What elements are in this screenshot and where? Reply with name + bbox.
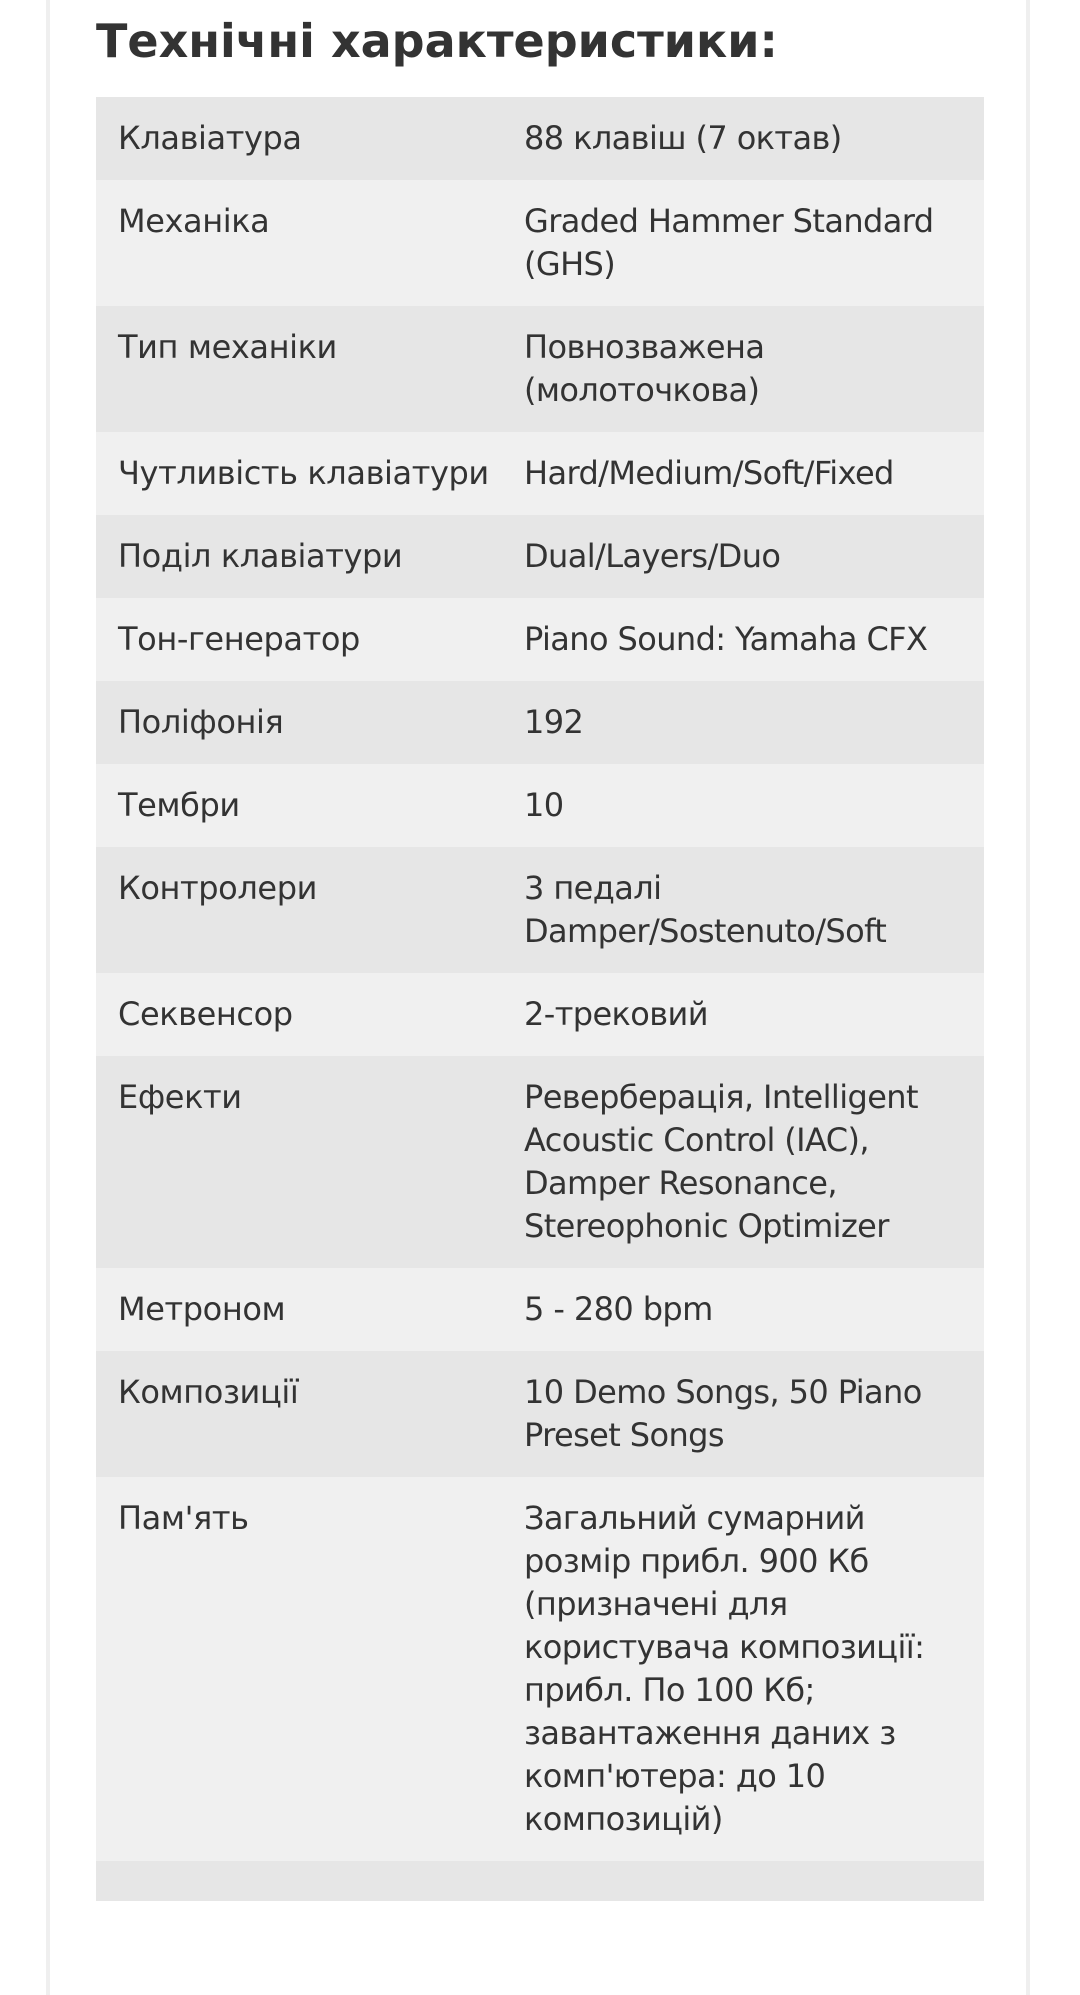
- spec-name: Механіка: [96, 180, 524, 306]
- spec-row-songs: [96, 1351, 984, 1477]
- spec-name: Клавіатура: [96, 97, 524, 180]
- spec-row-next-partial: [96, 1861, 984, 1901]
- spec-name: Композиції: [96, 1351, 524, 1477]
- spec-name: Тон-генератор: [96, 598, 524, 681]
- spec-row-action: [96, 180, 984, 306]
- spec-name: Пам'ять: [96, 1477, 524, 1861]
- spec-name: Тембри: [96, 764, 524, 847]
- spec-value: 192: [524, 681, 984, 764]
- spec-value: 2-трековий: [524, 973, 984, 1056]
- spec-value: 5 - 280 bpm: [524, 1268, 984, 1351]
- spec-value: 88 клавіш (7 октав): [524, 97, 984, 180]
- spec-value: Graded Hammer Standard (GHS): [524, 180, 984, 306]
- spec-row-polyphony: [96, 681, 984, 764]
- spec-name: Тип механіки: [96, 306, 524, 432]
- spec-row-action-type: [96, 306, 984, 432]
- spec-row-controllers: [96, 847, 984, 973]
- spec-value: Загальний сумарний розмір прибл. 900 Кб (призначені для користувача композиції: прибл. По 100 Кб; завантаження даних з комп'ютера: до 10 композицій): [524, 1477, 984, 1861]
- spec-value-empty: [524, 1861, 984, 1901]
- spec-name: Контролери: [96, 847, 524, 973]
- spec-row-keyboard: [96, 97, 984, 180]
- specs-table: [96, 97, 984, 1901]
- spec-name: Ефекти: [96, 1056, 524, 1268]
- spec-value: Piano Sound: Yamaha CFX: [524, 598, 984, 681]
- spec-value: Hard/Medium/Soft/Fixed: [524, 432, 984, 515]
- spec-row-voices: [96, 764, 984, 847]
- spec-row-effects: [96, 1056, 984, 1268]
- spec-row-metronome: [96, 1268, 984, 1351]
- spec-value: 10: [524, 764, 984, 847]
- spec-row-touch-sensitivity: [96, 432, 984, 515]
- spec-value: Реверберація, Intelligent Acoustic Control (IAC), Damper Resonance, Stereophonic Optimizer: [524, 1056, 984, 1268]
- spec-value: Повнозважена (молоточкова): [524, 306, 984, 432]
- section-title: Технічні характеристики:: [96, 14, 778, 68]
- spec-name: Поділ клавіатури: [96, 515, 524, 598]
- spec-row-memory: [96, 1477, 984, 1861]
- spec-name: Секвенсор: [96, 973, 524, 1056]
- spec-value: 3 педалі Damper/Sostenuto/Soft: [524, 847, 984, 973]
- spec-name-empty: [96, 1861, 524, 1901]
- spec-name: Метроном: [96, 1268, 524, 1351]
- spec-value: 10 Demo Songs, 50 Piano Preset Songs: [524, 1351, 984, 1477]
- spec-name: Чутливість клавіатури: [96, 432, 524, 515]
- spec-row-keyboard-split: [96, 515, 984, 598]
- spec-row-sequencer: [96, 973, 984, 1056]
- spec-name: Поліфонія: [96, 681, 524, 764]
- spec-row-tone-generator: [96, 598, 984, 681]
- spec-value: Dual/Layers/Duo: [524, 515, 984, 598]
